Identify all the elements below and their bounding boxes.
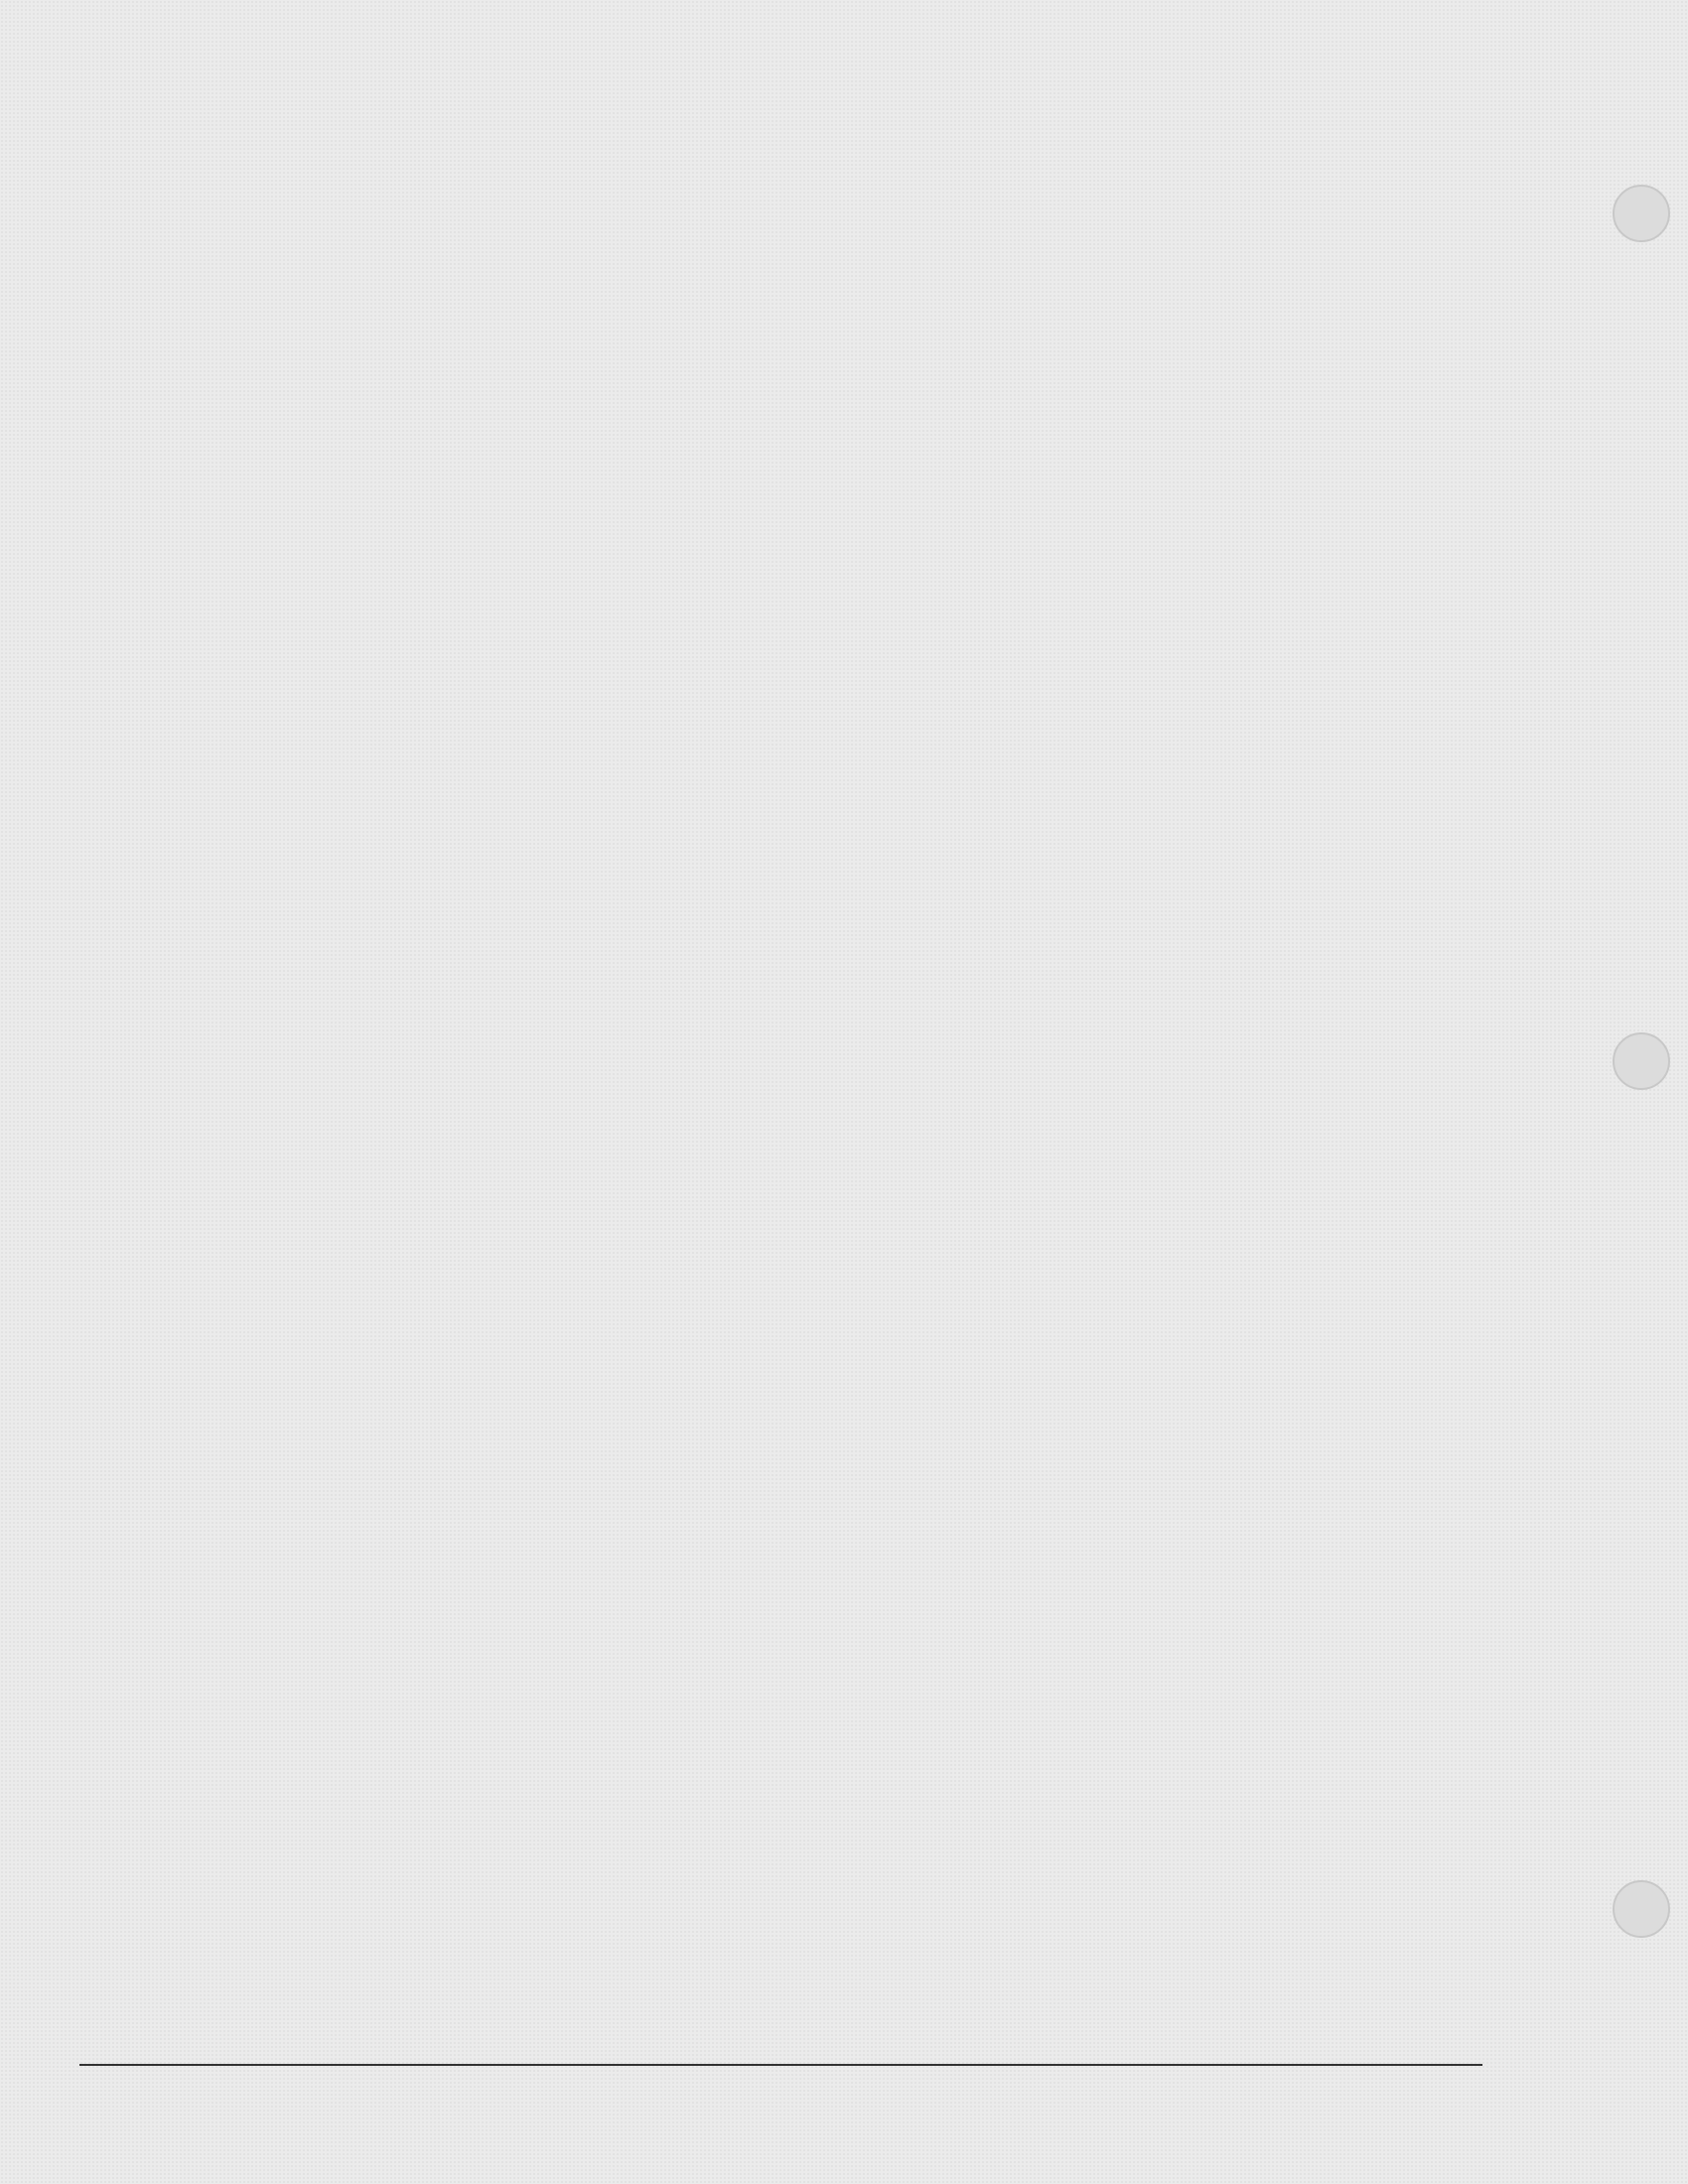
- binder-hole-icon: [1613, 1032, 1670, 1090]
- footer-rule: [79, 2064, 1482, 2066]
- binder-hole-icon: [1613, 1880, 1670, 1938]
- year-heading: [91, 195, 1412, 248]
- parts-list: [91, 189, 1412, 248]
- binder-hole-icon: [1613, 185, 1670, 242]
